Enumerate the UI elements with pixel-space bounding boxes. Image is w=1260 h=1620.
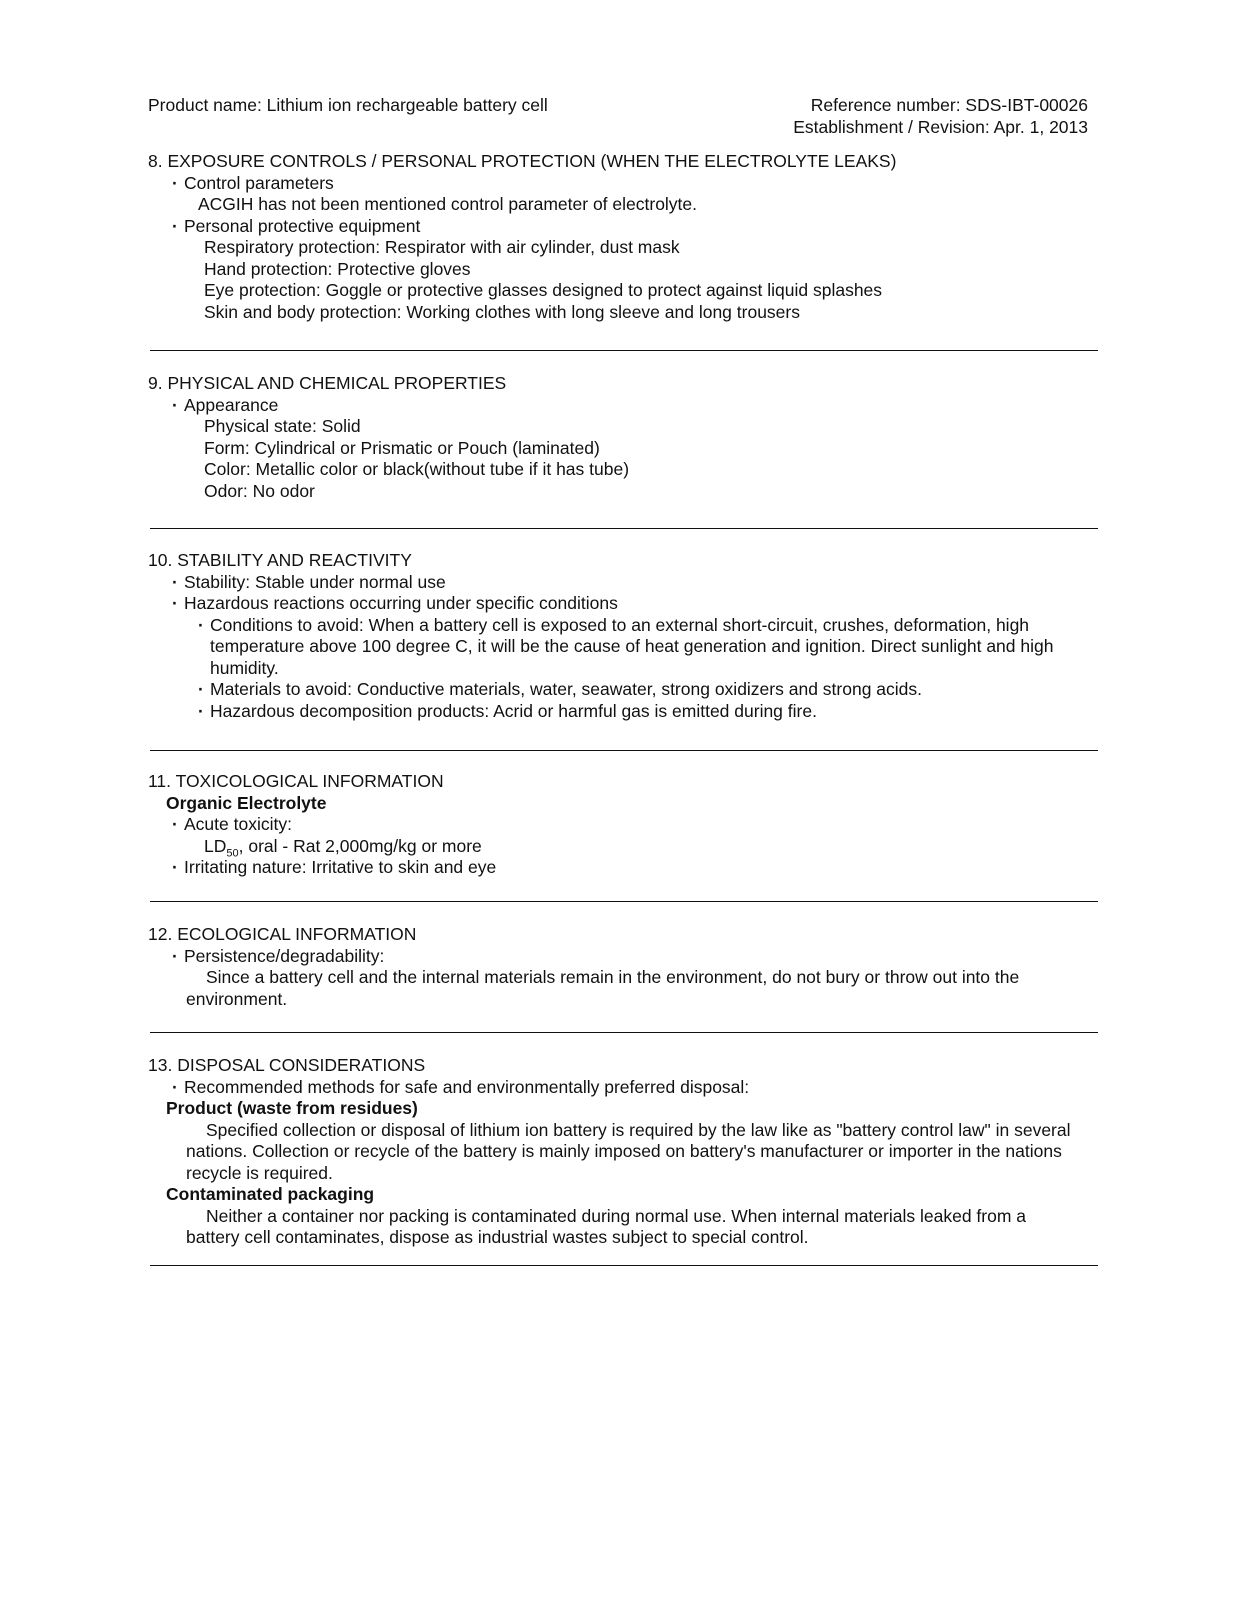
section-8: [148, 151, 1098, 323]
bullet-personal-protective-equipment: · Personal protective equipment: [148, 216, 1098, 238]
section-divider: [150, 1032, 1098, 1033]
color: Color: Metallic color or black(without tube if it has tube): [204, 459, 630, 479]
section-10-title: 10. STABILITY AND REACTIVITY: [148, 550, 412, 570]
section-13-title: 13. DISPOSAL CONSIDERATIONS: [148, 1055, 426, 1075]
section-13: [148, 1055, 1098, 1249]
physical-state: Physical state: Solid: [204, 416, 361, 436]
hazardous-decomposition-products: · Hazardous decomposition products: Acrid or harmful gas is emitted during fire.: [148, 701, 1098, 723]
section-divider: [150, 901, 1098, 902]
bullet-control-parameters: · Control parameters: [148, 173, 1098, 195]
section-12: [148, 924, 1098, 1010]
conditions-to-avoid: · Conditions to avoid: When a battery cell is exposed to an external short-circuit, crushes, deformation, high temperature above 100 degree C, it will be the cause of heat generation and ignition. Direct sunlight and high humidity.: [148, 615, 1066, 680]
persistence-text: Since a battery cell and the internal materials remain in the environment, do not bury or throw out into the environment.: [186, 967, 1020, 1009]
ppe-skin-body: Skin and body protection: Working clothes with long sleeve and long trousers: [204, 301, 800, 322]
section-9: [148, 373, 1098, 502]
bullet-recommended-methods: · Recommended methods for safe and environmentally preferred disposal:: [148, 1077, 1098, 1099]
bullet-irritating-nature: · Irritating nature: Irritative to skin and eye: [148, 857, 1098, 879]
ppe-respiratory: Respiratory protection: Respirator with air cylinder, dust mask: [204, 237, 680, 257]
document-meta: [793, 95, 1088, 138]
section-11: [148, 771, 1098, 879]
section-divider: [150, 350, 1098, 351]
revision-date: Establishment / Revision: Apr. 1, 2013: [793, 116, 1088, 137]
product-waste-text: Specified collection or disposal of lithium ion battery is required by the law like as "battery control law" in several nations. Collection or recycle of the battery is mainly imposed on battery's manufacturer or importer in the nations recycle is required.: [186, 1119, 1071, 1183]
section-divider: [150, 528, 1098, 529]
form: Form: Cylindrical or Prismatic or Pouch (laminated): [204, 437, 600, 458]
reference-number: Reference number: SDS-IBT-00026: [810, 95, 1088, 115]
section-10: [148, 550, 1098, 722]
section-divider: [150, 750, 1098, 751]
organic-electrolyte-heading: Organic Electrolyte: [166, 792, 327, 813]
contaminated-packaging-heading: Contaminated packaging: [166, 1184, 375, 1204]
ppe-hand: Hand protection: Protective gloves: [204, 258, 471, 279]
bullet-stability: · Stability: Stable under normal use: [148, 572, 1098, 594]
bullet-acute-toxicity: · Acute toxicity:: [148, 814, 1098, 836]
section-11-title: 11. TOXICOLOGICAL INFORMATION: [148, 771, 444, 791]
section-8-title: 8. EXPOSURE CONTROLS / PERSONAL PROTECTION (WHEN THE ELECTROLYTE LEAKS): [148, 151, 897, 171]
bullet-hazardous-reactions: · Hazardous reactions occurring under specific conditions: [148, 593, 1098, 615]
materials-to-avoid: · Materials to avoid: Conductive materials, water, seawater, strong oxidizers and strong acids.: [148, 679, 1098, 701]
product-waste-heading: Product (waste from residues): [166, 1098, 418, 1118]
bullet-appearance: · Appearance: [148, 395, 1098, 417]
section-divider: [150, 1265, 1098, 1266]
ld50-value: $LD_{50}$, oral - Rat 2,000mg/kg or more: [204, 835, 482, 859]
section-9-title: 9. PHYSICAL AND CHEMICAL PROPERTIES: [148, 373, 507, 393]
contaminated-packaging-text: Neither a container nor packing is contaminated during normal use. When internal materials leaked from a battery cell contaminates, dispose as industrial wastes subject to special control.: [186, 1205, 1027, 1247]
control-parameters-text: ACGIH has not been mentioned control parameter of electrolyte.: [198, 194, 698, 214]
ppe-eye: Eye protection: Goggle or protective glasses designed to protect against liquid splashes: [204, 280, 883, 300]
odor: Odor: No odor: [204, 480, 315, 501]
section-12-title: 12. ECOLOGICAL INFORMATION: [148, 924, 417, 944]
product-name: Product name: Lithium ion rechargeable battery cell: [148, 95, 548, 115]
bullet-persistence: · Persistence/degradability:: [148, 946, 1098, 968]
